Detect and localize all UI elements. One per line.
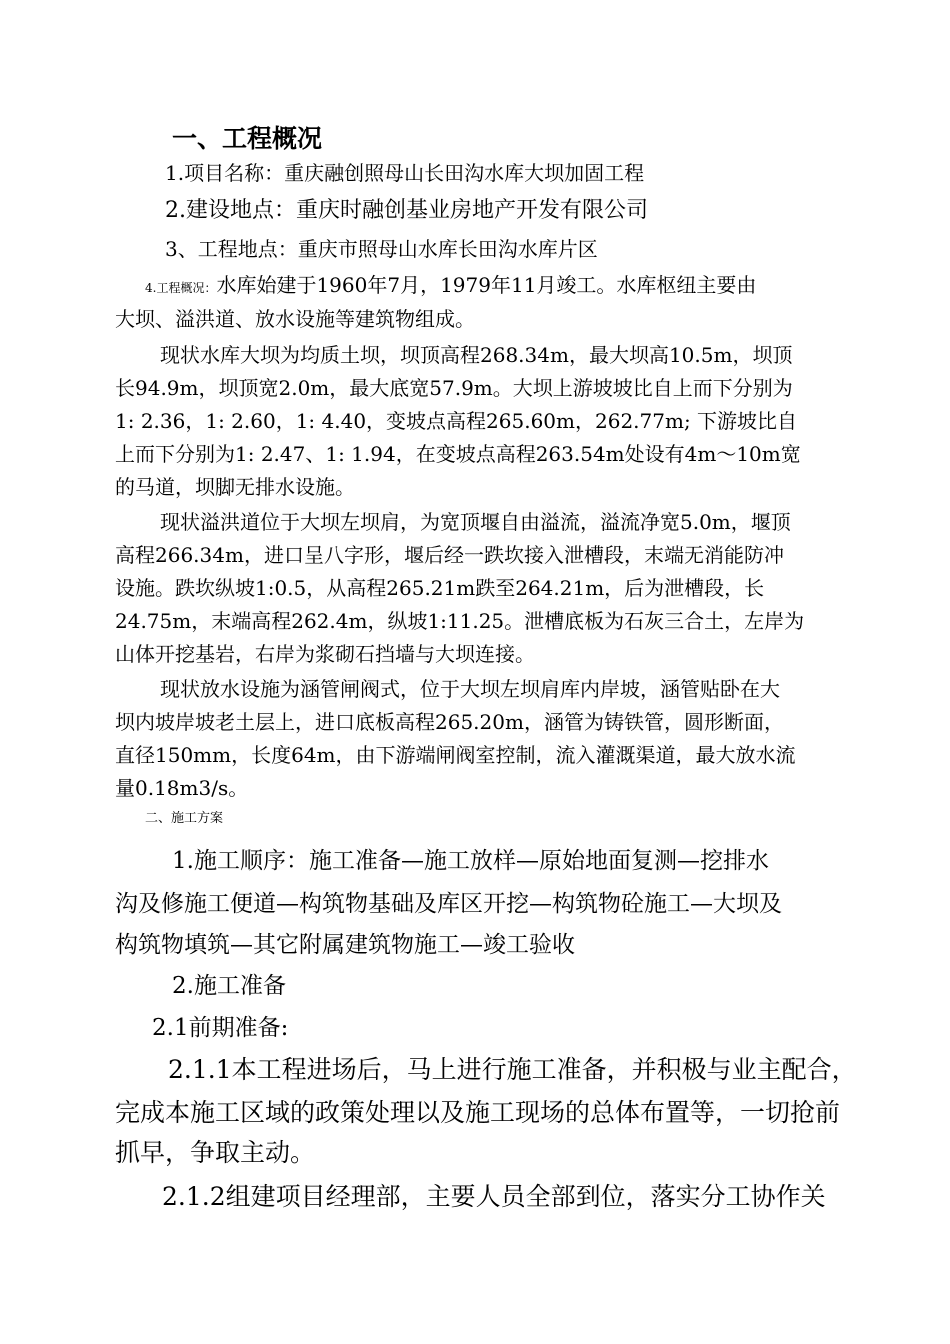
sequence-line-3: 构筑物填筑—其它附属建筑物施工—竣工验收 [115,932,575,958]
construction-site: 2.建设地点：重庆时融创基业房地产开发有限公司 [165,198,648,223]
prep-211-line-3: 抓早，争取主动。 [115,1138,316,1167]
outlet-line-3: 直径150mm，长度64m，由下游端闸阀室控制，流入灌溉渠道，最大放水流 [115,743,796,767]
prep-211-line-1: 2.1.1本工程进场后，马上进行施工准备，并积极与业主配合， [168,1055,857,1084]
prep-212-line-1: 2.1.2组建项目经理部，主要人员全部到位，落实分工协作关 [162,1182,826,1211]
preparation-title: 2.施工准备 [172,973,286,999]
spillway-line-2: 高程266.34m，进口呈八字形，堰后经一跌坎接入泄槽段，末端无消能防冲 [115,543,784,567]
project-name: 1.项目名称：重庆融创照母山长田沟水库大坝加固工程 [165,161,645,185]
project-location: 3、工程地点：重庆市照母山水库长田沟水库片区 [165,237,598,261]
dam-line-4: 上而下分别为1: 2.47、1: 1.94，在变坡点高程263.54m处设有4m～10m宽 [115,442,801,466]
section-2-heading: 二、施工方案 [145,811,224,826]
overview-paragraph-second-line: 大坝、溢洪道、放水设施等建筑物组成。 [115,307,475,331]
outlet-line-2: 坝内坡岸坡老土层上，进口底板高程265.20m，涵管为铸铁管，圆形断面， [115,710,784,734]
dam-line-3: 1: 2.36，1: 2.60，1: 4.40，变坡点高程265.60m，262.77m; 下游坡比自 [115,409,798,433]
spillway-line-3: 设施。跌坎纵坡1:0.5，从高程265.21m跌至264.21m，后为泄槽段，长 [115,576,765,600]
dam-line-2: 长94.9m，坝顶宽2.0m，最大底宽57.9m。大坝上游坡坡比自上而下分别为 [115,376,793,400]
prep-211-line-2: 完成本施工区域的政策处理以及施工现场的总体布置等，一切抢前 [115,1098,841,1127]
spillway-line-5: 山体开挖基岩，右岸为浆砌石挡墙与大坝连接。 [115,642,535,666]
spillway-line-1: 现状溢洪道位于大坝左坝肩，为宽顶堰自由溢流，溢流净宽5.0m，堰顶 [160,510,791,534]
dam-line-1: 现状水库大坝为均质土坝，坝顶高程268.34m，最大坝高10.5m，坝顶 [160,343,793,367]
overview-paragraph-first-line [145,275,756,295]
sequence-line-2: 沟及修施工便道—构筑物基础及库区开挖—构筑物砼施工—大坝及 [115,891,782,917]
dam-line-5: 的马道，坝脚无排水设施。 [115,475,355,499]
spillway-line-4: 24.75m，末端高程262.4m，纵坡1:11.25。泄槽底板为石灰三合土，左岸为 [115,609,805,633]
outlet-line-4: 量0.18m3/s。 [115,776,249,800]
section-heading: 一、工程概况 [172,124,323,153]
sequence-line-1: 1.施工顺序：施工准备—施工放样—原始地面复测—挖排水 [172,848,769,874]
outlet-line-1: 现状放水设施为涵管闸阀式，位于大坝左坝肩库内岸坡，涵管贴卧在大 [160,677,780,701]
early-preparation-title: 2.1前期准备: [152,1015,289,1041]
overview-label: 4.工程概况： [145,281,217,295]
overview-text: 水库始建于1960年7月，1979年11月竣工。水库枢纽主要由 [216,273,757,297]
